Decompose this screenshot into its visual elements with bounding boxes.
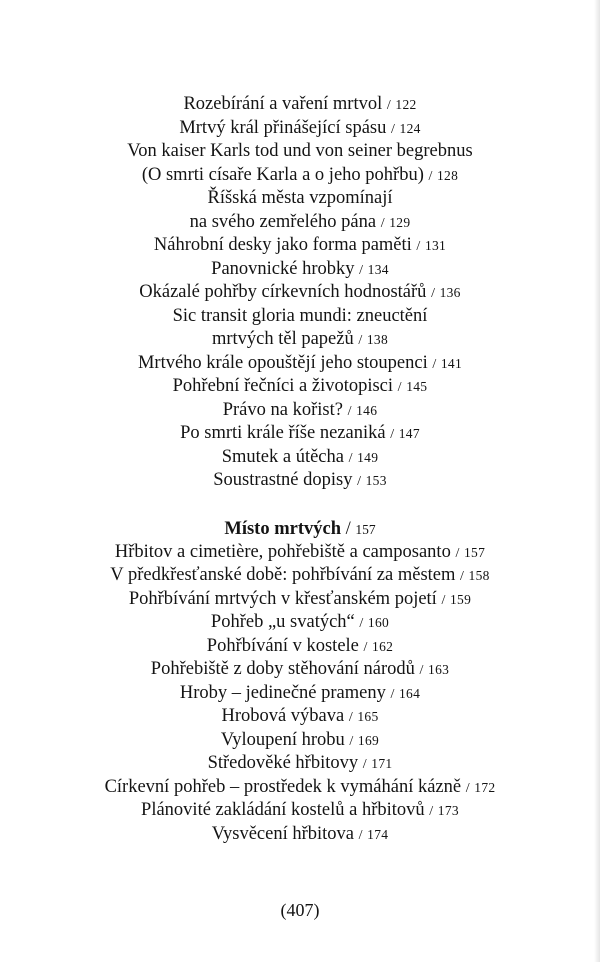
toc-entry-title: Církevní pohřeb – prostředek k vymáhání kázně [104,776,462,797]
toc-entry [0,140,600,164]
toc-entry-title: Plánovité zakládání kostelů a hřbitovů [141,800,425,820]
toc-entry [0,352,600,376]
toc-entry-title: Mrtvého krále opouštějí jeho stoupenci [137,352,428,373]
toc-entry-page-number: 158 [468,568,490,583]
page-separator: / [348,710,353,725]
toc-entry-title: V předkřesťanské době: pohřbívání za městem [110,565,456,585]
section-heading [0,517,600,541]
toc-entry [0,799,600,823]
toc-entry-title: Pohřební řečníci a životopisci [172,376,394,396]
toc-entry [0,729,600,753]
page-separator: / [416,239,421,254]
toc-entry-title: Pohřbívání v kostele [206,635,359,656]
page-separator: / [358,333,363,348]
toc-entry-page-number: 124 [399,120,421,136]
toc-entry-title: Hrobová výbava [221,706,345,726]
toc-entry-page-number: 149 [357,449,379,465]
toc-entry-title: Středověké hřbitovy [207,753,359,773]
toc-entry-page-number: 138 [366,332,389,347]
toc-entry-page-number: 122 [395,97,417,112]
page-separator: / [363,639,368,655]
page-separator: / [345,518,351,539]
toc-entry-page-number: 146 [356,402,378,418]
toc-entry [0,93,600,117]
page-separator: / [391,121,395,137]
toc-entry [0,682,600,706]
toc-entry-page-number: 157 [463,544,486,560]
toc-entry-title: Říšská města vzpomínají [207,188,393,208]
toc-entry [0,164,600,188]
toc-entry-page-number: 153 [365,473,387,488]
toc-entry-title: Hřbitov a cimetière, pohřebiště a camposanto [114,541,451,562]
toc-entry-page-number: 131 [424,238,447,253]
page-separator: / [347,403,352,419]
toc-entry [0,305,600,329]
toc-entry [0,469,600,493]
page-separator: / [460,569,464,584]
toc-entry [0,658,600,682]
page-separator: / [390,427,395,442]
section-title: Místo mrtvých [224,518,341,539]
folio-page-number: (407) [280,900,320,920]
toc-entry-title: mrtvých těl papežů [211,329,354,349]
page-separator: / [358,827,363,843]
toc-entry [0,258,600,282]
page-separator: / [441,592,446,608]
toc-entry [0,117,600,141]
toc-entry [0,823,600,847]
toc-entry-page-number: 169 [357,732,380,748]
toc-entry-title: Von kaiser Karls tod und von seiner begrebnus [127,141,473,161]
toc-entry [0,705,600,729]
toc-entry-title: Panovnické hrobky [211,258,355,279]
toc-entry-title: Právo na kořist? [222,399,343,420]
page-separator: / [455,545,460,561]
toc-entry-title: Okázalé pohřby církevních hodnostářů [139,282,427,302]
toc-entry-title: Soustrastné dopisy [213,470,353,490]
toc-entry [0,541,600,565]
toc-entry-page-number: 129 [389,214,411,230]
page-separator: / [348,450,353,466]
toc-entry-page-number: 145 [406,379,428,394]
page-separator: / [428,168,433,184]
toc-entry-title: Sic transit gloria mundi: zneuctění [172,305,428,326]
toc-entry-title: Po smrti krále říše nezaniká [180,423,386,443]
toc-entry-page-number: 165 [357,709,379,724]
toc-entry-title: (O smrti císaře Karla a o jeho pohřbu) [141,164,424,185]
page-separator: / [431,286,435,301]
toc-entry [0,422,600,446]
toc-entries-after [0,541,600,847]
toc-entry-title: na svého zemřelého pána [189,211,377,232]
toc-entry [0,635,600,659]
toc-entries-before [0,93,600,493]
toc-entry [0,588,600,612]
toc-entry-page-number: 160 [367,615,390,630]
toc-entry-page-number: 141 [440,355,463,371]
toc-entry-page-number: 162 [372,638,394,654]
page-separator: / [465,780,470,796]
section-gap [0,493,600,517]
toc-entry-page-number: 172 [474,779,496,795]
page-separator: / [386,98,391,113]
toc-entry [0,281,600,305]
toc-entry [0,187,600,211]
toc-entry [0,375,600,399]
toc-entry-page-number: 134 [367,261,389,277]
page-separator: / [429,804,434,819]
page-separator: / [390,686,395,702]
page-separator: / [380,215,385,231]
toc-entry-page-number: 174 [367,826,389,842]
page-separator: / [359,262,364,278]
toc-entry-page-number: 163 [428,662,450,677]
toc-entry [0,399,600,423]
toc-entry [0,564,600,588]
page-edge-shadow [594,0,600,962]
toc-entry-title: Náhrobní desky jako forma paměti [153,235,412,255]
page-separator: / [359,616,364,631]
page-separator: / [432,356,437,372]
toc-entry-page-number: 171 [371,756,393,771]
toc-entry [0,328,600,352]
toc-entry-title: Vyloupení hrobu [220,729,345,750]
toc-entry [0,234,600,258]
toc-entry [0,211,600,235]
toc-entry-page-number: 128 [437,167,459,183]
page-separator: / [349,733,354,749]
toc-entry-title: Mrtvý král přinášející spásu [179,117,387,138]
toc-entry-title: Vysvěcení hřbitova [211,823,354,844]
section-page-number: 157 [355,521,376,537]
page-separator: / [397,380,402,395]
page-separator: / [419,663,424,678]
toc-entry-page-number: 164 [398,685,421,701]
toc-entry [0,611,600,635]
toc-entry-title: Rozebírání a vaření mrtvol [183,94,383,114]
page-separator: / [357,474,361,489]
toc-entry-page-number: 147 [398,426,420,441]
toc-entry-title: Pohřebiště z doby stěhování národů [150,659,415,679]
toc-entry-title: Pohřbívání mrtvých v křesťanském pojetí [128,588,437,609]
toc-entry [0,752,600,776]
table-of-contents [0,93,600,846]
toc-entry-title: Pohřeb „u svatých“ [210,612,355,632]
toc-entry-title: Hroby – jedinečné prameny [179,682,386,703]
toc-entry-title: Smutek a útěcha [221,446,344,467]
toc-entry [0,446,600,470]
toc-entry-page-number: 173 [437,803,459,818]
page-separator: / [362,757,367,772]
toc-entry [0,776,600,800]
toc-entry-page-number: 136 [439,285,461,300]
toc-entry-page-number: 159 [449,591,472,607]
